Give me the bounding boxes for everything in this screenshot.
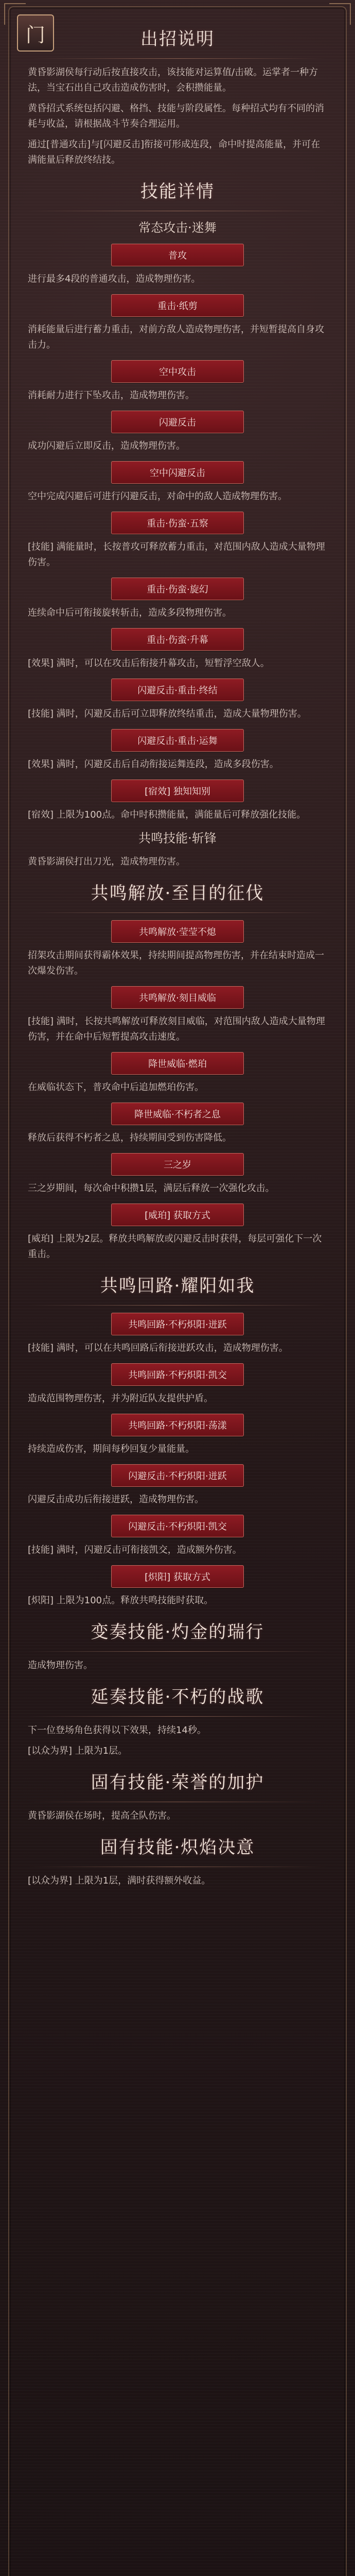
skill-tag: [宿效] 独知知别 (111, 779, 244, 802)
emblem-glyph: 门 (25, 23, 45, 46)
section-heading-text: 出招说明 (140, 29, 215, 49)
skill-tag: 共鸣回路·不朽炽阳·荡漾 (111, 1414, 244, 1436)
paragraph: 黄昏影湖侯每行动后按直接攻击，该技能对运算值/击破。运掌者一种方法，当宝石出自己攻击造成伤害时，会积攒能量。 (28, 67, 318, 93)
paragraph: 空中完成闪避后可进行闪避反击，对命中的敌人造成物理伤害。 (28, 491, 287, 502)
paragraph: 成功闪避后立即反击，造成物理伤害。 (28, 440, 185, 451)
paragraph: 释放后获得不朽者之息，持续期间受到伤害降低。 (28, 1132, 232, 1143)
section-heading (28, 173, 327, 211)
skill-tag: 重击·纸剪 (111, 294, 244, 317)
skill-tag-row (28, 512, 327, 534)
paragraph: 进行最多4段的普通攻击，造成物理伤害。 (28, 274, 201, 284)
section-heading-text: 固有技能·炽焰决意 (100, 1837, 255, 1858)
skill-tag: 降世威临·不朽者之息 (111, 1103, 244, 1125)
paragraph: [效果] 满时，可以在攻击后衔接升幕攻击，短暂浮空敌人。 (28, 658, 270, 669)
paragraph: 持续造成伤害，期间每秒回复少量能量。 (28, 1444, 194, 1454)
section-divider (28, 1716, 327, 1717)
section-divider (28, 1651, 327, 1652)
section-heading (28, 1267, 327, 1306)
section-heading-text: 共鸣解放·至目的征伐 (91, 883, 264, 904)
skill-tag: 重击·伤蛮·五察 (111, 512, 244, 534)
section-heading (25, 21, 327, 59)
paragraph: [以众为界] 上限为1层，满时获得额外收益。 (28, 1875, 211, 1886)
paragraph: [威珀] 上限为2层。释放共鸣解放或闪避反击时获得，每层可强化下一次重击。 (28, 1233, 322, 1260)
skill-tag: 共鸣解放·刻目威临 (111, 986, 244, 1009)
skill-tag-row (28, 986, 327, 1009)
skill-tag-row (28, 1414, 327, 1436)
skill-tag-row (28, 461, 327, 484)
paragraph: 下一位登场角色获得以下效果，持续14秒。 (28, 1725, 206, 1736)
paragraph: [技能] 满时，闪避反击可衔接凯交，造成额外伤害。 (28, 1545, 242, 1555)
paragraph: [技能] 满时，闪避反击后可立即释放终结重击，造成大量物理伤害。 (28, 708, 307, 719)
skill-tag-row (28, 294, 327, 317)
paragraph: 招架攻击期间获得霸体效果，持续期间提高物理伤害，并在结束时造成一次爆发伤害。 (28, 950, 324, 976)
skill-tag-row (28, 360, 327, 383)
paragraph: 黄昏影湖侯在场时，提高全队伤害。 (28, 1810, 176, 1821)
skill-tag-row (28, 411, 327, 433)
paragraph: 黄昏影湖侯打出刀光，造成物理伤害。 (28, 856, 185, 867)
section-heading-text: 固有技能·荣誉的加护 (91, 1772, 264, 1793)
section-heading (28, 1614, 327, 1652)
skill-tag-row (28, 1464, 327, 1487)
paragraph: 三之岁期间，每次命中积攒1层，满层后释放一次强化攻击。 (28, 1183, 275, 1194)
skill-tag-row (28, 779, 327, 802)
section-heading (28, 875, 327, 913)
skill-tag-row (28, 1052, 327, 1075)
section-heading-text: 技能详情 (140, 181, 215, 202)
paragraph: 闪避反击成功后衔接迸跃，造成物理伤害。 (28, 1494, 204, 1505)
paragraph: 黄昏招式系统包括闪避、格挡、技能与阶段属性。每种招式均有不同的消耗与收益，请根据战斗节奏合理运用。 (28, 103, 324, 129)
paragraph: [以众为界] 上限为1层。 (28, 1745, 128, 1756)
skill-tag-row (28, 1565, 327, 1588)
skill-tag: 共鸣解放·莹莹不熄 (111, 920, 244, 943)
section-heading (28, 1829, 327, 1867)
skill-tag: 共鸣回路·不朽炽阳·迸跃 (111, 1313, 244, 1335)
skill-tag-row (28, 679, 327, 701)
skill-tag-row (28, 578, 327, 600)
section-heading (28, 1679, 327, 1717)
section-heading-text: 变奏技能·灼金的瑞行 (91, 1622, 264, 1642)
skill-tag: 闪避反击 (111, 411, 244, 433)
skill-tag: 三之岁 (111, 1153, 244, 1176)
section-subheading: 常态攻击·迷舞 (138, 221, 217, 235)
paragraph: 造成范围物理伤害，并为附近队友提供护盾。 (28, 1393, 213, 1404)
section-heading (28, 1764, 327, 1802)
section-heading-text: 共鸣回路·耀阳如我 (100, 1276, 255, 1296)
skill-tag-row (28, 1153, 327, 1176)
paragraph: 消耗能量后进行蓄力重击，对前方敌人造成物理伤害，并短暂提高自身攻击力。 (28, 324, 324, 350)
skill-tag: 重击·伤蛮·升幕 (111, 628, 244, 651)
paragraph: 连续命中后可衔接旋转斩击，造成多段物理伤害。 (28, 607, 232, 618)
skill-tag: 降世威临·燃珀 (111, 1052, 244, 1075)
skill-tag-row (28, 1363, 327, 1386)
skill-tag-row (28, 920, 327, 943)
skill-tag: 闪避反击·不朽炽阳·迸跃 (111, 1464, 244, 1487)
paragraph: [技能] 满时，可以在共鸣回路后衔接迸跃攻击，造成物理伤害。 (28, 1343, 288, 1353)
paragraph: [炽阳] 上限为100点。释放共鸣技能时获取。 (28, 1595, 214, 1606)
skill-tag: 闪避反击·不朽炽阳·凯交 (111, 1515, 244, 1537)
skill-tag: [炽阳] 获取方式 (111, 1565, 244, 1588)
content-column (25, 15, 327, 2576)
corner-decoration (329, 3, 351, 25)
skill-tag-row (28, 1103, 327, 1125)
paragraph: [技能] 满时，长按共鸣解放可释放刻目威临，对范围内敌人造成大量物理伤害，并在命中后短暂提高攻击速度。 (28, 1016, 325, 1042)
skill-tag-row (28, 1204, 327, 1226)
section-divider (28, 58, 327, 59)
skill-tag: 闪避反击·重击·终结 (111, 679, 244, 701)
section-divider (28, 912, 327, 913)
skill-tag: 空中攻击 (111, 360, 244, 383)
paragraph: [宿效] 上限为100点。命中时积攒能量，满能量后可释放强化技能。 (28, 809, 306, 820)
skill-tag: [威珀] 获取方式 (111, 1204, 244, 1226)
skill-tag-row (28, 1313, 327, 1335)
paragraph: 造成物理伤害。 (28, 1660, 93, 1671)
skill-tag-row (28, 628, 327, 651)
paragraph: 消耗耐力进行下坠攻击，造成物理伤害。 (28, 390, 194, 401)
paragraph: 在威临状态下，普攻命中后追加燃珀伤害。 (28, 1082, 204, 1093)
skill-tag-row (28, 1515, 327, 1537)
skill-tag-row (28, 244, 327, 266)
skill-tag: 重击·伤蛮·旋幻 (111, 578, 244, 600)
skill-tag: 共鸣回路·不朽炽阳·凯交 (111, 1363, 244, 1386)
section-heading-text: 延奏技能·不朽的战歌 (91, 1687, 264, 1707)
skill-tag-row (28, 729, 327, 752)
paragraph: [技能] 满能量时，长按普攻可释放蓄力重击，对范围内敌人造成大量物理伤害。 (28, 541, 325, 568)
paragraph: 通过[普通攻击]与[闪避反击]衔接可形成连段，命中时提高能量，并可在满能量后释放终结技。 (28, 139, 321, 165)
section-divider (28, 1305, 327, 1306)
skill-tag: 空中闪避反击 (111, 461, 244, 484)
skill-tag: 闪避反击·重击·运舞 (111, 729, 244, 752)
section-subheading: 共鸣技能·斩锋 (138, 831, 217, 845)
paragraph: [效果] 满时，闪避反击后自动衔接运舞连段，造成多段伤害。 (28, 759, 279, 770)
skill-tag: 普攻 (111, 244, 244, 266)
